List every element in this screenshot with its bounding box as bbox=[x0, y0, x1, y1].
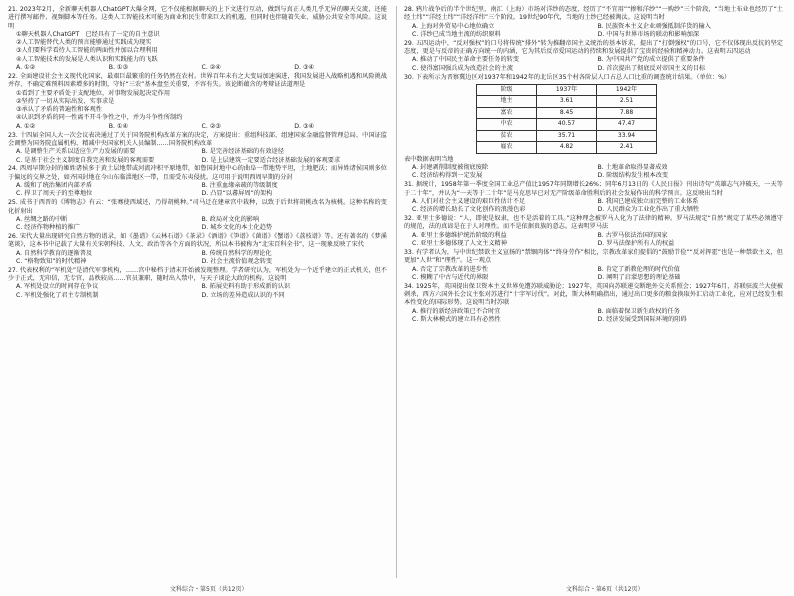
question bbox=[8, 132, 387, 165]
answer-option: D. 阶级结构发生根本改变 bbox=[597, 172, 669, 180]
question bbox=[8, 199, 387, 232]
table-cell: 3.61 bbox=[537, 96, 597, 108]
question-stem: 26. 宋代大量出现研究自然方物的谱录，如《墨谱》《云林石谱》《茶录》《酒谱》《笋谱》《菌谱》《蟹谱》《荔枝谱》等。还有著名的《梦溪笔谈》，这本书中记载了大量有关宋朝科技、人文、政治等各个方面的状况，所以本书被称为“北宋百科全书”，这一现象反映了宋代 bbox=[8, 232, 387, 249]
answer-option: D. 社会主流价值观念转变 bbox=[201, 257, 273, 265]
answer-option: A. 推动了中国民主革命主要任务的转变 bbox=[412, 56, 520, 64]
table-row bbox=[477, 142, 657, 154]
answer-options bbox=[404, 164, 783, 181]
question-stem: 32. 亚里士多德说：“人，即使是奴隶，也不是活着的工具。”这种理念被罗马人化为了法律的精神。罗马法规定“自然”规定了某些必须遵守的规范，法的真谛是在于人对理性。而不是依据贵族的意志。这表明罗马法 bbox=[404, 215, 783, 231]
answer-option: B. 民族资本主义企业顽强抵制洋货的输入 bbox=[597, 22, 711, 30]
answer-option: C. ②④ bbox=[201, 64, 221, 72]
answer-option: A. 军机处设立的时间存在争议 bbox=[16, 283, 99, 291]
table-cell: 2.41 bbox=[597, 142, 657, 154]
answer-option: C. 斯大林模式的建立具有必然性 bbox=[412, 315, 501, 323]
question-stem: 31. 据统计，1958年第一季度全国工业总产值比1957年同期增长26%；同年6月13日的《人民日报》刊出诗句“英雄志气冲破天，一天等于二十年”，并认为“一天等于二十年”是马克思早已对无产阶级革命胜利后的社会发展作出的科学预言。这反映出当时 bbox=[404, 181, 783, 197]
answer-option: C. 经济的增长助长了文化创作的浪漫色彩 bbox=[412, 206, 526, 214]
answer-option: D. 经济发展受到国际环境的阻碍 bbox=[597, 315, 687, 323]
answer-option: D. 阐明了启蒙思想的理论基础 bbox=[597, 273, 681, 281]
answer-options bbox=[404, 23, 783, 40]
question bbox=[404, 283, 783, 324]
answer-option: C. 洋纱已成当地主流的纺织原料 bbox=[412, 30, 501, 38]
answer-option: D. 是上层建筑一定要适合经济基础发展的客观要求 bbox=[201, 156, 341, 164]
answer-options bbox=[8, 64, 387, 72]
answer-option: D. 凸显“以蕃屏周”的架构 bbox=[201, 190, 273, 198]
statement-item: ②人工智能替代人类的预言能够通过实践成为现实 bbox=[16, 39, 152, 47]
statement-list bbox=[16, 31, 387, 64]
left-page-footer: 文科综合・第5页（共12页） bbox=[170, 586, 248, 593]
answer-option: B. 肯定了新教伦理的时代价值 bbox=[597, 265, 680, 273]
question bbox=[404, 6, 783, 39]
question-stem: 24. 西周早期分封的姬姓诸侯多于黄土层地带或河流冲积平原地带，如鲁国封地中心的曲阜一带地势平坦，土地肥沃；而异姓诸侯国则多位于偏远的交界之处，如齐国封地在今山东临淄地区一带，且需受东夷侵扰。这可用于说明西周早期的分封 bbox=[8, 165, 387, 181]
table-row bbox=[477, 119, 657, 131]
table-header-row bbox=[477, 84, 657, 96]
answer-option: C. 经济作物种植的推广 bbox=[16, 224, 80, 232]
answer-options bbox=[404, 308, 783, 325]
question bbox=[404, 40, 783, 73]
table-cell: 33.94 bbox=[597, 130, 657, 142]
question bbox=[8, 267, 387, 300]
answer-option: C. 经济结构得到一定发展 bbox=[412, 172, 483, 180]
answer-option: D. 首次提出了彻底反对帝国主义的目标 bbox=[597, 64, 706, 72]
answer-option: C. 是基于社会主义制度自我完善和发展的客观需要 bbox=[16, 156, 155, 164]
question bbox=[404, 249, 783, 282]
statement-item: ④认识到矛盾的同一性离不开斗争性之中，并为斗争性所制约 bbox=[16, 114, 183, 122]
answer-option: A. 封建剥削制度被彻底废除 bbox=[412, 164, 489, 172]
table-cell: 8.45 bbox=[537, 107, 597, 119]
answer-option: A. ①② bbox=[16, 64, 36, 72]
table-header: 1937年 bbox=[537, 84, 597, 96]
table-cell: 贫农 bbox=[477, 130, 537, 142]
question-stem: 29. 五四运动中，“反对强权”的口号将传统“排外”转为推翻帝国主义统治的基本诉求，提出了“打倒强权”的口号，它不仅体现出反抗的坚定态度，更是与反帝的正确方向统一的内涵，它为其后反帝爱国运动的持续和发展提供了宝贵的经验和精神动力。这表明五四运动 bbox=[404, 39, 783, 56]
answer-option: C. 模糊了中古与近代的界限 bbox=[412, 273, 489, 281]
answer-option: C. 亚里士多德体现了人文主义精神 bbox=[412, 240, 507, 248]
statement-item: ②坚持了一切从实际出发、实事求是 bbox=[16, 97, 115, 105]
question bbox=[8, 233, 387, 266]
answer-option: B. 是完善经济基础的有效途径 bbox=[201, 148, 284, 156]
survey-table bbox=[476, 84, 657, 154]
question-stem: 28. 鸦片战争后的半个世纪里，南汇（上海）市场对洋纱的态度，经历了“不宜用”“掺和洋纱”“一购纱”三个阶段，“当地土布业也经历了“土经土纬”“洋经土纬”“洋经洋纬”三个阶段。19世纪90年代，当地的土纱已经被淘汰。这说明当时 bbox=[404, 6, 783, 22]
table-cell: 地主 bbox=[477, 96, 537, 108]
question-stem: 22. 全面建设社会主义现代化国家，最艰巨最繁重的任务仍然在农村。世界百年未有之大变局加速演进，我国发展进入战略机遇和风险挑战并存、不确定难预料因素增多的时期，守好“三农”基本盘至关重要，不容有失。该论断蕴含的考辩证法道理是 bbox=[8, 72, 387, 89]
answer-options bbox=[8, 148, 387, 165]
table-header: 1942年 bbox=[597, 84, 657, 96]
answer-option: A. 自然科学教育的逐渐普及 bbox=[16, 249, 93, 257]
answer-option: B. 古罗马依法治国的国家 bbox=[597, 231, 668, 239]
table-cell: 7.88 bbox=[597, 107, 657, 119]
table-intro: 表中数据表明当地 bbox=[404, 155, 454, 163]
answer-option: B. 政局对文化的影响 bbox=[201, 215, 260, 223]
answer-option: B. 为中国共产党的成立提供了重要条件 bbox=[597, 56, 705, 64]
answer-option: D. 城乡文化的本土化趋势 bbox=[201, 224, 273, 232]
answer-option: B. 土地革命取得显著成效 bbox=[597, 164, 668, 172]
statement-item: ④人工智能技术的发展是人类认识和实践能力的飞跃 bbox=[16, 55, 158, 63]
question-stem: 23. 十四届全国人大一次会议表决通过了关于国务院机构改革方案的决定，方案提出：重组科技部、组建国家金融监督管理总局、中国证监会调整为国务院直属机构、精减中央国家机关人员编制……国务院机构改革 bbox=[8, 131, 387, 147]
answer-option: C. 军机处强化了君主专制机制 bbox=[16, 291, 99, 299]
answer-option: A. 否定了宗教改革的进步性 bbox=[412, 265, 489, 273]
question bbox=[404, 215, 783, 248]
table-header: 阶级 bbox=[477, 84, 537, 96]
answer-option: B. 注重血缘亲疏的等级制度 bbox=[201, 182, 278, 190]
table-cell: 富农 bbox=[477, 107, 537, 119]
answer-option: A. 推行的新经济政策已不合时宜 bbox=[412, 307, 501, 315]
table-row bbox=[477, 107, 657, 119]
answer-option: C. “格物致知”的时代精神 bbox=[16, 257, 87, 265]
answer-option: D. 人民群众为工业化作出了重大牺牲 bbox=[597, 206, 700, 214]
statement-item: ①聊天机器人ChatGPT 已经具有了一定的自主意识 bbox=[16, 30, 160, 38]
answer-option: B. ①③ bbox=[108, 64, 129, 72]
statement-item: ①看到了主要矛盾处于支配地位，对事物发展起决定作用 bbox=[16, 89, 171, 97]
question bbox=[404, 74, 783, 181]
answer-options bbox=[8, 283, 387, 300]
right-page-footer: 文科综合・第6页（共12页） bbox=[566, 586, 644, 593]
table-cell: 40.57 bbox=[537, 119, 597, 131]
statement-item: ③承认了矛盾的普遍性和客观性 bbox=[16, 106, 102, 114]
table-cell: 2.51 bbox=[597, 96, 657, 108]
table-cell: 中农 bbox=[477, 119, 537, 131]
answer-option: B. ①④ bbox=[108, 122, 129, 130]
answer-options bbox=[404, 266, 783, 283]
answer-options bbox=[8, 216, 387, 233]
answer-option: B. 拓展史料有助于形成新的认识 bbox=[201, 283, 291, 291]
answer-option: C. 使得富国强兵成为改造社会的主流 bbox=[412, 64, 514, 72]
question-stem: 33. 有学者认为，与中世纪禁欲主义宣扬的“禁锢肉体”“终身劳作”相比，宗教改革家们提倡的“鼓励节俭”“反对挥霍”也是一种禁欲主义，但更加“人世”和“理性”。这一观点 bbox=[404, 248, 783, 265]
answer-option: D. 中国与世界市场的联动和影响加深 bbox=[597, 30, 700, 38]
question bbox=[8, 165, 387, 198]
answer-options bbox=[8, 182, 387, 199]
left-page bbox=[8, 6, 387, 301]
answer-option: A. 是调整生产关系以适应生产力发展的需要 bbox=[16, 148, 136, 156]
answer-option: A. 缓和了统治集团内部矛盾 bbox=[16, 182, 93, 190]
right-page bbox=[404, 6, 783, 325]
answer-options bbox=[8, 250, 387, 267]
statement-item: ③人们要科学看待人工智能的两面性并加以合理利用 bbox=[16, 47, 158, 55]
answer-option: A. 上海对外贸易中心地位确立 bbox=[412, 22, 495, 30]
answer-options bbox=[404, 56, 783, 73]
answer-option: B. 传统自然科学的理论化 bbox=[201, 249, 272, 257]
question bbox=[8, 73, 387, 131]
answer-option: D. 罗马法保护所有人的权益 bbox=[597, 240, 675, 248]
question bbox=[404, 181, 783, 214]
table-row bbox=[477, 130, 657, 142]
question-stem: 30. 下表所示为晋察冀边区对1937年和1942年的北岳区35个村各阶层人口占总人口比重的调查统计结果。（单位：%） bbox=[404, 73, 731, 81]
answer-option: C. ②③ bbox=[201, 122, 221, 130]
table-cell: 35.71 bbox=[537, 130, 597, 142]
answer-option: A. 丝绸之路的中断 bbox=[16, 215, 68, 223]
answer-option: D. 立场的差异造成认识的不同 bbox=[201, 291, 285, 299]
answer-options bbox=[404, 198, 783, 215]
statement-list bbox=[16, 90, 387, 123]
page-divider bbox=[396, 6, 397, 578]
answer-option: D. ③④ bbox=[294, 122, 315, 130]
question-stem: 21. 2023年2月，全新聊天机器人ChatGPT大爆全网，它不仅能根据聊天的上下文进行互动，做到与真正人类几乎无异的聊天交流，还能进行撰写邮件、视频脚本等任务。这类人工智能技术可能为商业和民生带来巨大的机遇，但同时也伴随着失业、威胁公共安全等风险。这说明 bbox=[8, 6, 387, 30]
table-cell: 47.47 bbox=[597, 119, 657, 131]
table-row bbox=[477, 96, 657, 108]
table-cell: 雇农 bbox=[477, 142, 537, 154]
answer-option: C. 捍卫了周天子的至尊地位 bbox=[16, 190, 93, 198]
answer-option: A. ①② bbox=[16, 122, 36, 130]
answer-option: A. 亚里士多德维护统治阶级的利益 bbox=[412, 231, 507, 239]
question bbox=[8, 6, 387, 72]
answer-options bbox=[8, 123, 387, 131]
question-stem: 27. 代表权利的“军机处”是清代军事机构，……宫中秘档于清末开始被发现整理。学者研究认为，军机处为一个近乎建立的正式机关，但不少于正式，无印信，无专官，品秩较高……官员兼职，随时出入禁中，与天子谈论大政的机构。这说明 bbox=[8, 266, 387, 283]
answer-option: A. 人们对社会主义建设的艰巨性估计不足 bbox=[412, 197, 526, 205]
question-stem: 25. 成书于西晋的《博物志》有云：“张骞使西域还，乃得胡桃种。”司马迁在建章宫中栽种，以致于后世将胡桃改名为核桃。这种名称的变化折射出 bbox=[8, 199, 387, 215]
answer-option: D. ③④ bbox=[294, 64, 315, 72]
question-stem: 34. 1925年，英国提出保卫资本主义世界免遭苏联威胁论；1927年，英国向苏联递交断绝外交关系照会；1927年6月，苏联驻波兰大使被刺杀，西方六国外长会议主张对苏进行“十字军讨伐”。对此，斯大林明确指出，通过出口更多的粮食换取外汇启动工业化，应对已经发生根本性变化的国际形势。这说明当时苏联 bbox=[404, 282, 783, 307]
table-cell: 4.82 bbox=[537, 142, 597, 154]
answer-options bbox=[404, 232, 783, 249]
answer-option: B. 面临着保卫新生政权的任务 bbox=[597, 307, 680, 315]
answer-option: B. 我国已建成独立而完整的工业体系 bbox=[597, 197, 699, 205]
